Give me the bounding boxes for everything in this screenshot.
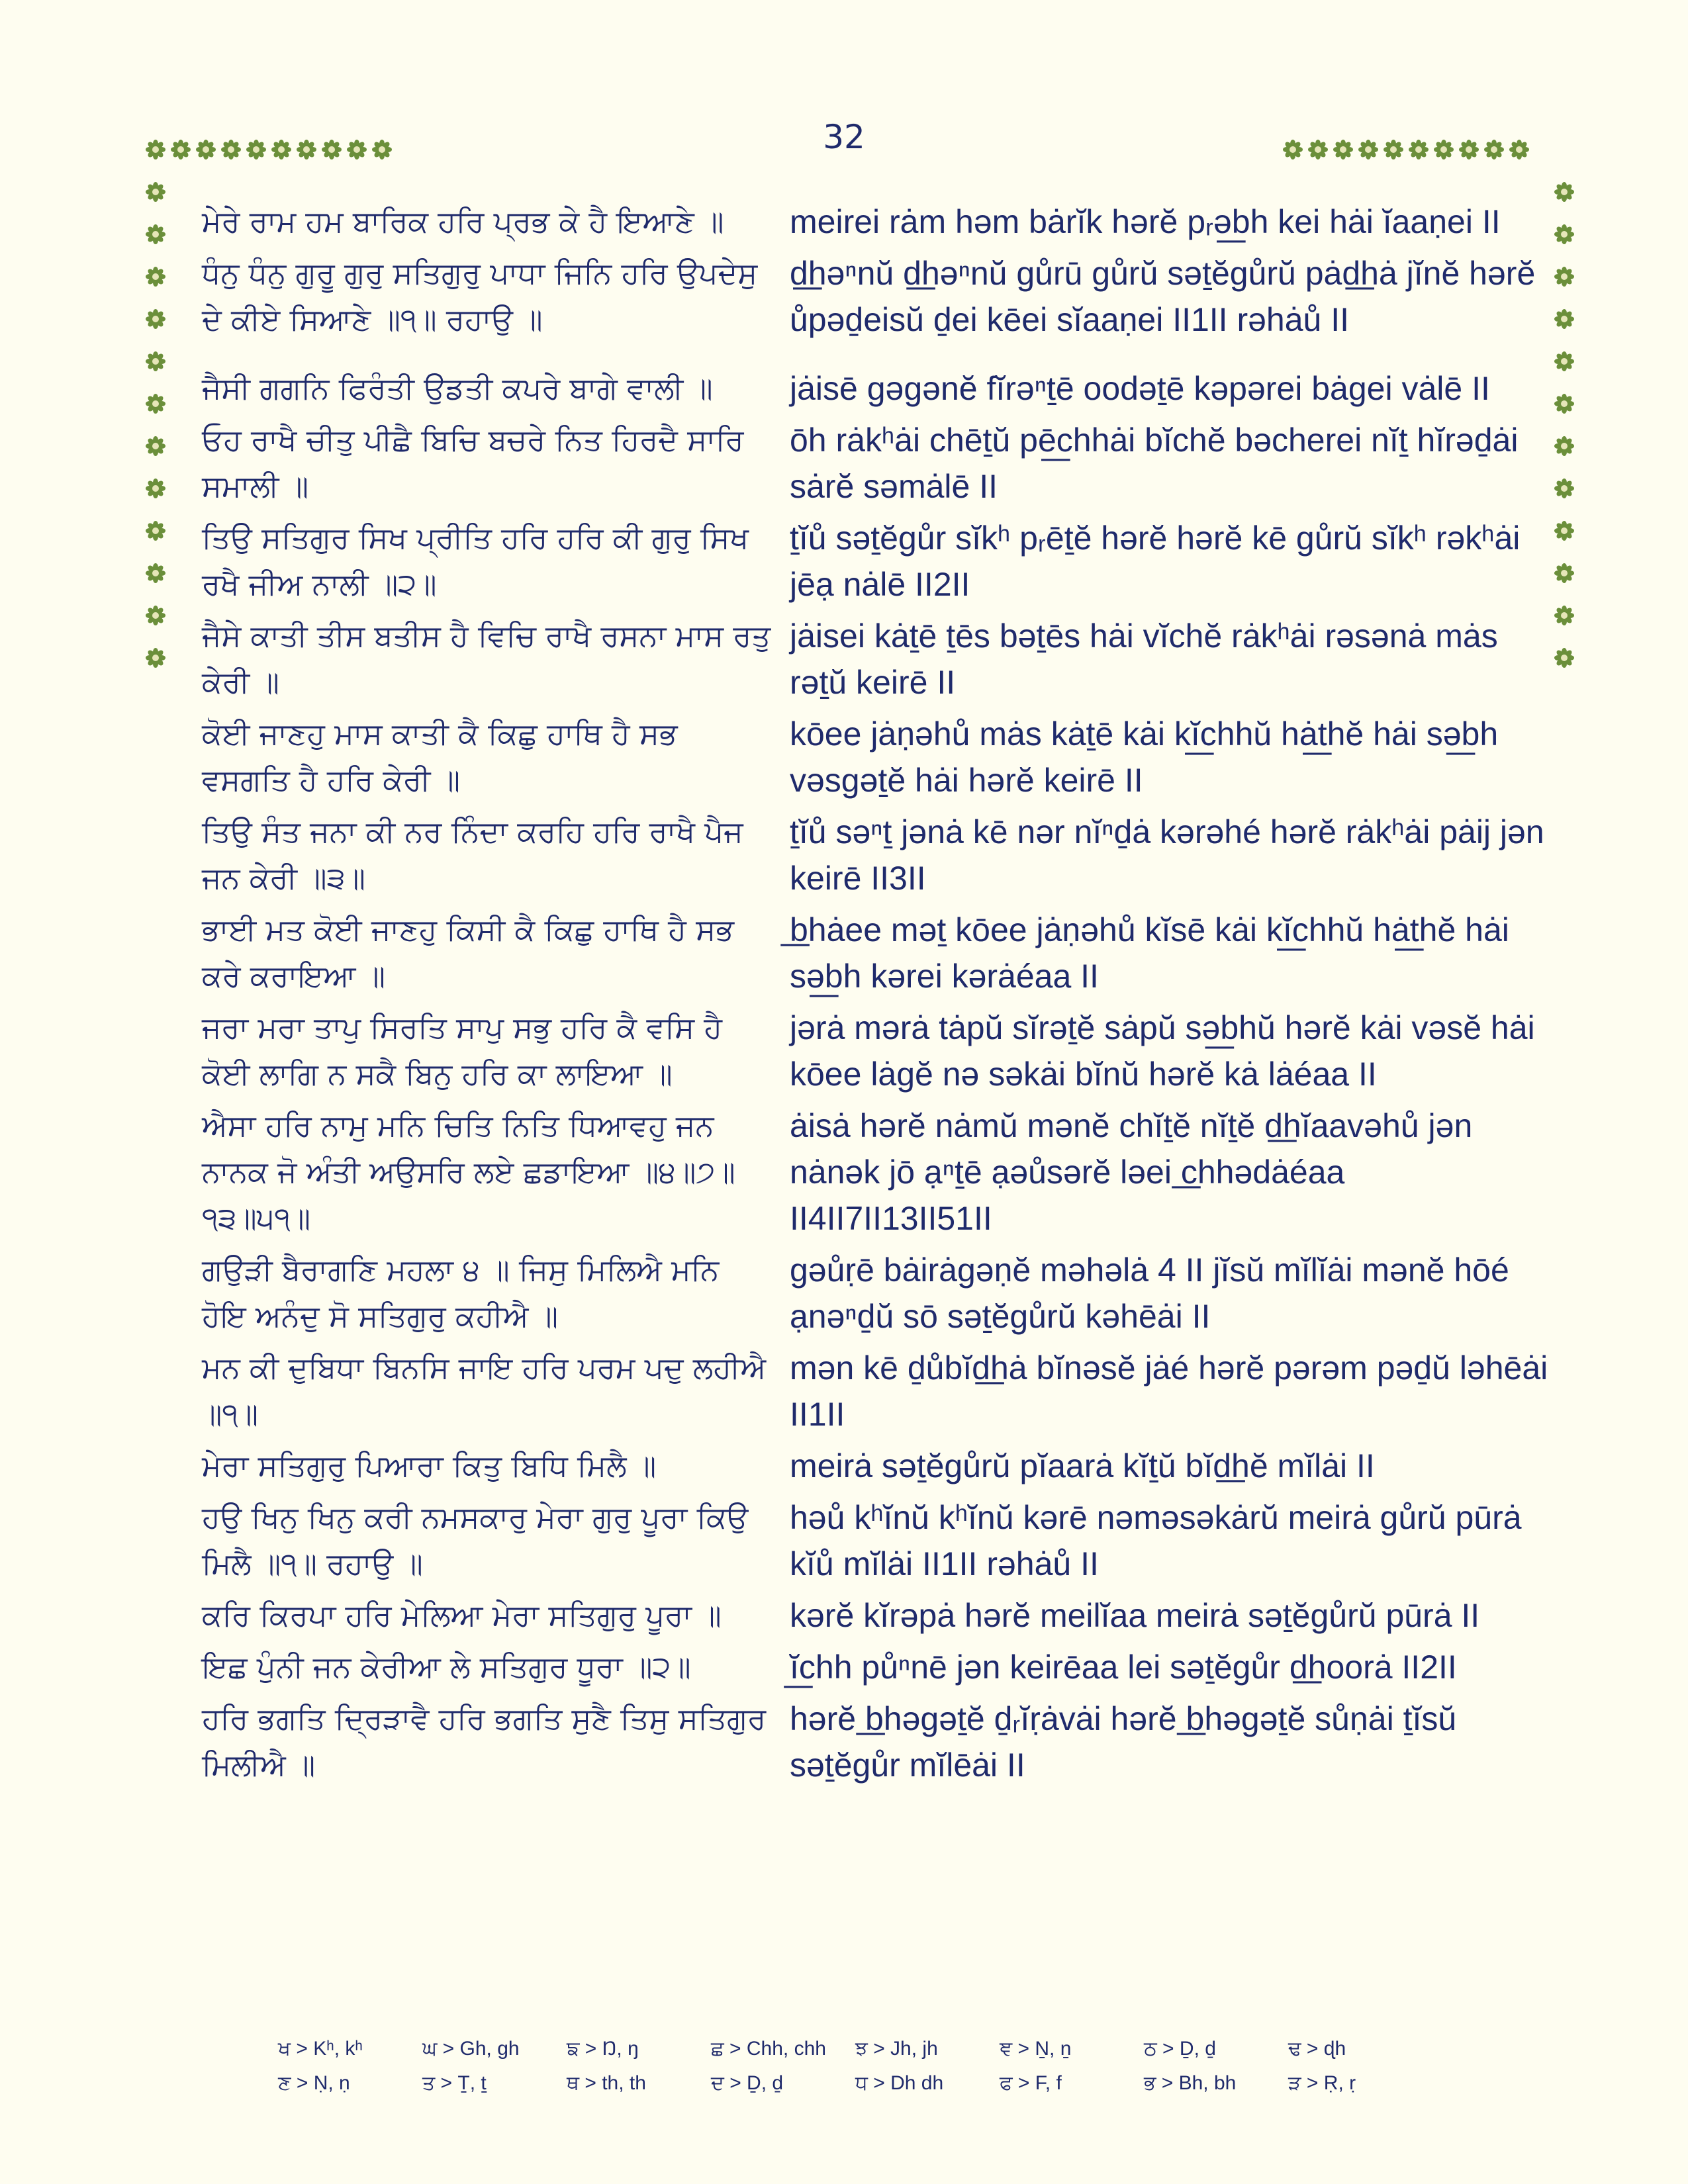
flower-ornament-icon bbox=[1307, 139, 1329, 160]
verse-row bbox=[202, 1696, 1552, 1788]
flower-ornament-icon bbox=[1554, 520, 1575, 541]
gurmukhi-text: ਕੋਈ ਜਾਣਹੁ ਮਾਸ ਕਾਤੀ ਕੈ ਕਿਛੁ ਹਾਥਿ ਹੈ ਸਭ ਵਸਗਤਿ ਹੈ ਹਰਿ ਕੇਰੀ ॥ bbox=[202, 716, 678, 797]
verse-row bbox=[202, 1644, 1552, 1690]
gurmukhi-text: ਕਰਿ ਕਿਰਪਾ ਹਰਿ ਮੇਲਿਆ ਮੇਰਾ ਸਤਿਗੁਰੁ ਪੂਰਾ ॥ bbox=[202, 1598, 722, 1633]
flower-ornament-icon bbox=[1554, 181, 1575, 203]
flower-ornament-icon bbox=[271, 139, 292, 160]
key-row bbox=[278, 2032, 1436, 2066]
flower-ornament-icon bbox=[1554, 224, 1575, 245]
key-item: ਤ > Ṯ, ṯ bbox=[422, 2072, 487, 2094]
key-item: ਞ > Ṉ, ṉ bbox=[1000, 2038, 1072, 2060]
page-number: 32 bbox=[823, 118, 865, 156]
flower-ornament-icon bbox=[1554, 393, 1575, 414]
transliteration-text: ȧisȧ hərĕ nȧmŭ mənĕ chĭṯĕ nĭṯĕ d͟hĭaavəhů jən nȧnək jō ạⁿṯē ạəůsərĕ ləei ͟chhədȧéaa II4II7II13II51II bbox=[790, 1107, 1473, 1237]
gurmukhi-text: ਤਿਉ ਸਤਿਗੁਰ ਸਿਖ ਪ੍ਰੀਤਿ ਹਰਿ ਹਰਿ ਕੀ ਗੁਰੁ ਸਿਖ ਰਖੈ ਜੀਅ ਨਾਲੀ ॥੨॥ bbox=[202, 520, 749, 602]
flower-ornament-icon bbox=[1433, 139, 1454, 160]
flower-ornament-icon bbox=[145, 139, 166, 160]
gurmukhi-text: ਗਉੜੀ ਬੈਰਾਗਣਿ ਮਹਲਾ ੪ ॥ ਜਿਸੁ ਮਿਲਿਐ ਮਨਿ ਹੋਇ ਅਨੰਦੁ ਸੋ ਸਤਿਗੁਰੁ ਕਹੀਐ ॥ bbox=[202, 1252, 720, 1334]
key-item: ਫ > F, f bbox=[1000, 2072, 1062, 2094]
gurmukhi-text: ਜੈਸੇ ਕਾਤੀ ਤੀਸ ਬਤੀਸ ਹੈ ਵਿਚਿ ਰਾਖੈ ਰਸਨਾ ਮਾਸ ਰਤੁ ਕੇਰੀ ॥ bbox=[202, 618, 771, 700]
key-item: ਘ > Gh, gh bbox=[422, 2038, 520, 2060]
verse-row bbox=[202, 613, 1552, 705]
flower-ornament-icon bbox=[1509, 139, 1530, 160]
verse-row bbox=[202, 1443, 1552, 1489]
flower-ornament-icon bbox=[145, 605, 166, 626]
verse-row bbox=[202, 417, 1552, 510]
gurmukhi-text: ਹਰਿ ਭਗਤਿ ਦ੍ਰਿੜਾਵੈ ਹਰਿ ਭਗਤਿ ਸੁਣੈ ਤਿਸੁ ਸਤਿਗੁਰ ਮਿਲੀਐ ॥ bbox=[202, 1701, 767, 1782]
gurmukhi-text: ਜਰਾ ਮਰਾ ਤਾਪੁ ਸਿਰਤਿ ਸਾਪੁ ਸਭੁ ਹਰਿ ਕੈ ਵਸਿ ਹੈ ਕੋਈ ਲਾਗਿ ਨ ਸਕੈ ਬਿਨੁ ਹਰਿ ਕਾ ਲਾਇਆ ॥ bbox=[202, 1010, 723, 1091]
flower-ornament-icon bbox=[145, 351, 166, 372]
verse-row bbox=[202, 1005, 1552, 1097]
key-item: ਧ > Dh dh bbox=[855, 2072, 944, 2094]
flower-ornament-icon bbox=[1282, 139, 1303, 160]
transliteration-text: mən kē ḏůbĭd͟hȧ bĭnəsĕ jȧé hərĕ pərəm pəḏŭ ləhēȧi II1II bbox=[790, 1349, 1548, 1433]
flower-ornament-icon bbox=[1333, 139, 1354, 160]
transliteration-key bbox=[278, 2032, 1436, 2101]
flower-ornament-icon bbox=[145, 478, 166, 499]
key-item: ਢ > ɖh bbox=[1288, 2038, 1346, 2060]
transliteration-text: jȧisē gəgənĕ fĭrəⁿṯē oodəṯē kəpərei bȧgei vȧlē II bbox=[790, 370, 1490, 407]
transliteration-text: ṯĭů səⁿṯ jənȧ kē nər nĭⁿḏȧ kərəhé hərĕ rȧkʰȧi pȧij jən keirē II3II bbox=[790, 813, 1544, 897]
flower-ornament-icon bbox=[145, 435, 166, 457]
flower-ornament-icon bbox=[1554, 351, 1575, 372]
flower-ornament-icon bbox=[1554, 266, 1575, 287]
transliteration-text: meirȧ səṯĕgůrŭ pĭaarȧ kĭṯŭ bĭd͟hĕ mĭlȧi II bbox=[790, 1447, 1375, 1484]
flower-ornament-icon bbox=[1554, 435, 1575, 457]
flower-ornament-icon bbox=[321, 139, 342, 160]
flower-ornament-icon bbox=[1483, 139, 1505, 160]
flower-ornament-icon bbox=[1358, 139, 1379, 160]
gurmukhi-text: ਤਿਉ ਸੰਤ ਜਨਾ ਕੀ ਨਰ ਨਿੰਦਾ ਕਰਹਿ ਹਰਿ ਰਾਖੈ ਪੈਜ ਜਨ ਕੇਰੀ ॥੩॥ bbox=[202, 814, 743, 895]
flower-ornament-icon bbox=[145, 393, 166, 414]
flower-ornament-icon bbox=[145, 308, 166, 330]
gurmukhi-text: ਜੈਸੀ ਗਗਨਿ ਫਿਰੰਤੀ ਉਡਤੀ ਕਪਰੇ ਬਾਗੇ ਵਾਲੀ ॥ bbox=[202, 371, 713, 406]
transliteration-text: gəůṛē bȧirȧgəṇĕ məhəlȧ 4 II jĭsŭ mĭlĭȧi mənĕ hōé ạnəⁿḏŭ sō səṯĕgůrŭ kəhēȧi II bbox=[790, 1251, 1509, 1335]
transliteration-text: d͟həⁿnŭ d͟həⁿnŭ gůrū gůrŭ səṯĕgůrŭ pȧd͟hȧ jĭnĕ hərĕ ůpəḏeisŭ ḏei kēei sĭaaṇei II1II rəhȧů II bbox=[790, 255, 1536, 338]
flower-ornament-icon bbox=[1554, 478, 1575, 499]
key-item: ਝ > Jh, jh bbox=[855, 2038, 938, 2060]
gurmukhi-text: ਓਹ ਰਾਖੈ ਚੀਤੁ ਪੀਛੈ ਬਿਚਿ ਬਚਰੇ ਨਿਤ ਹਿਰਦੈ ਸਾਰਿ ਸਮਾਲੀ ॥ bbox=[202, 422, 744, 504]
key-item: ਥ > th, th bbox=[567, 2072, 646, 2094]
flower-ornament-icon bbox=[195, 139, 216, 160]
flower-ornament-icon bbox=[1554, 605, 1575, 626]
flower-ornament-icon bbox=[220, 139, 242, 160]
flower-ornament-icon bbox=[346, 139, 367, 160]
flower-ornament-icon bbox=[145, 520, 166, 541]
flower-ornament-icon bbox=[145, 224, 166, 245]
transliteration-text: hərĕ ͟bhəgəṯĕ ḏᵣĭṛȧvȧi hərĕ ͟bhəgəṯĕ sůṇȧi ṯĭsŭ səṯĕgůr mĭlēȧi II bbox=[790, 1700, 1457, 1784]
verse-row bbox=[202, 515, 1552, 608]
transliteration-text: kərĕ kĭrəpȧ hərĕ meilĭaa meirȧ səṯĕgůrŭ pūrȧ II bbox=[790, 1597, 1480, 1634]
key-item: ਖ > Kʰ, kʰ bbox=[278, 2038, 363, 2060]
key-item: ਦ > Ḏ, ḏ bbox=[711, 2072, 784, 2094]
transliteration-text: kōee jȧṇəhů mȧs kȧṯē kȧi kĭ͟chhŭ hȧ͟thĕ hȧi sə͟bh vəsgəṯĕ hȧi hərĕ keirē II bbox=[790, 715, 1499, 799]
transliteration-text: ĭ͟chh půⁿnē jən keirēaa lei səṯĕgůr d͟hoorȧ II2II bbox=[790, 1649, 1457, 1686]
key-item: ਙ > Ŋ, ŋ bbox=[567, 2038, 639, 2060]
flower-ornament-icon bbox=[145, 563, 166, 584]
key-item: ੜ > Ṛ, ṛ bbox=[1288, 2072, 1356, 2094]
verse-row bbox=[202, 1345, 1552, 1437]
verse-row bbox=[202, 1103, 1552, 1242]
verse-row bbox=[202, 907, 1552, 999]
flower-ornament-icon bbox=[145, 647, 166, 668]
verse-row bbox=[202, 1494, 1552, 1587]
key-item: ਠ > Ḏ, ḏ bbox=[1144, 2038, 1216, 2060]
gurmukhi-text: ਐਸਾ ਹਰਿ ਨਾਮੁ ਮਨਿ ਚਿਤਿ ਨਿਤਿ ਧਿਆਵਹੁ ਜਨ ਨਾਨਕ ਜੋ ਅੰਤੀ ਅਉਸਰਿ ਲਏ ਛਡਾਇਆ ॥੪॥੭॥੧੩॥੫੧॥ bbox=[202, 1108, 735, 1236]
flower-ornament-icon bbox=[1554, 563, 1575, 584]
transliteration-text: ōh rȧkʰȧi chēṯŭ pē͟chhȧi bĭchĕ bəcherei nĭṯ hĭrəḏȧi sȧrĕ səmȧlē II bbox=[790, 422, 1519, 505]
flower-ornament-icon bbox=[246, 139, 267, 160]
key-item: ਣ > Ṇ, ṇ bbox=[278, 2072, 350, 2094]
transliteration-text: jȧisei kȧṯē ṯēs bəṯēs hȧi vĭchĕ rȧkʰȧi rəsənȧ mȧs rəṯŭ keirē II bbox=[790, 617, 1498, 701]
verse-row bbox=[202, 809, 1552, 901]
gurmukhi-text: ਧੰਨੁ ਧੰਨੁ ਗੁਰੂ ਗੁਰੁ ਸਤਿਗੁਰੁ ਪਾਧਾ ਜਿਨਿ ਹਰਿ ਉਪਦੇਸੁ ਦੇ ਕੀਏ ਸਿਆਣੇ ॥੧॥ ਰਹਾਉ ॥ bbox=[202, 255, 758, 337]
gurmukhi-text: ਭਾਈ ਮਤ ਕੋਈ ਜਾਣਹੁ ਕਿਸੀ ਕੈ ਕਿਛੁ ਹਾਥਿ ਹੈ ਸਭ ਕਰੇ ਕਰਾਇਆ ॥ bbox=[202, 912, 734, 993]
transliteration-text: ͟bhȧee məṯ kōee jȧṇəhů kĭsē kȧi kĭ͟chhŭ hȧ͟thĕ hȧi sə͟bh kərei kərȧéaa II bbox=[790, 911, 1509, 995]
flower-ornament-icon bbox=[1554, 308, 1575, 330]
flower-ornament-icon bbox=[1554, 647, 1575, 668]
verse-row bbox=[202, 1247, 1552, 1340]
flower-ornament-icon bbox=[1458, 139, 1479, 160]
gurmukhi-text: ਇਛ ਪੁੰਨੀ ਜਨ ਕੇਰੀਆ ਲੇ ਸਤਿਗੁਰ ਧੂਰਾ ॥੨॥ bbox=[202, 1649, 691, 1684]
transliteration-text: meirei rȧm həm bȧrĭk hərĕ pᵣə͟bh kei hȧi ĭaaṇei II bbox=[790, 203, 1501, 240]
gurmukhi-text: ਮੇਰਾ ਸਤਿਗੁਰੁ ਪਿਆਰਾ ਕਿਤੁ ਬਿਧਿ ਮਿਲੈ ॥ bbox=[202, 1448, 657, 1483]
verse-row bbox=[202, 365, 1552, 412]
flower-ornament-icon bbox=[170, 139, 191, 160]
flower-ornament-icon bbox=[1408, 139, 1429, 160]
verse-row bbox=[202, 711, 1552, 803]
flower-ornament-icon bbox=[145, 266, 166, 287]
key-item: ਛ > Chh, chh bbox=[711, 2038, 826, 2060]
gurmukhi-text: ਹਉ ਖਿਨੁ ਖਿਨੁ ਕਰੀ ਨਮਸਕਾਰੁ ਮੇਰਾ ਗੁਰੁ ਪੂਰਾ ਕਿਉ ਮਿਲੈ ॥੧॥ ਰਹਾਉ ॥ bbox=[202, 1500, 749, 1581]
key-row bbox=[278, 2066, 1436, 2101]
verse-row bbox=[202, 199, 1552, 245]
verse-row bbox=[202, 250, 1552, 343]
verse-row bbox=[202, 1592, 1552, 1639]
gurmukhi-text: ਮਨ ਕੀ ਦੁਬਿਧਾ ਬਿਨਸਿ ਜਾਇ ਹਰਿ ਪਰਮ ਪਦੁ ਲਹੀਐ ॥੧॥ bbox=[202, 1350, 767, 1432]
transliteration-text: jərȧ mərȧ tȧpŭ sĭrəṯĕ sȧpŭ sə͟bhŭ hərĕ kȧi vəsĕ hȧi kōee lȧgĕ nə səkȧi bĭnŭ hərĕ kȧ lȧéaa II bbox=[790, 1009, 1535, 1093]
transliteration-text: ṯĭů səṯĕgůr sĭkʰ pᵣēṯĕ hərĕ hərĕ kē gůrŭ sĭkʰ rəkʰȧi jēạ nȧlē II2II bbox=[790, 520, 1521, 603]
flower-ornament-icon bbox=[296, 139, 317, 160]
flower-ornament-icon bbox=[371, 139, 393, 160]
flower-ornament-icon bbox=[1383, 139, 1404, 160]
key-item: ਭ > Bh, bh bbox=[1144, 2072, 1237, 2094]
verse-list bbox=[202, 199, 1552, 1794]
flower-ornament-icon bbox=[145, 181, 166, 203]
transliteration-text: həů kʰĭnŭ kʰĭnŭ kərē nəməsəkȧrŭ meirȧ gůrŭ pūrȧ kĭů mĭlȧi II1II rəhȧů II bbox=[790, 1499, 1522, 1582]
gurmukhi-text: ਮੇਰੇ ਰਾਮ ਹਮ ਬਾਰਿਕ ਹਰਿ ਪ੍ਰਭ ਕੇ ਹੈ ਇਆਣੇ ॥ bbox=[202, 204, 724, 239]
